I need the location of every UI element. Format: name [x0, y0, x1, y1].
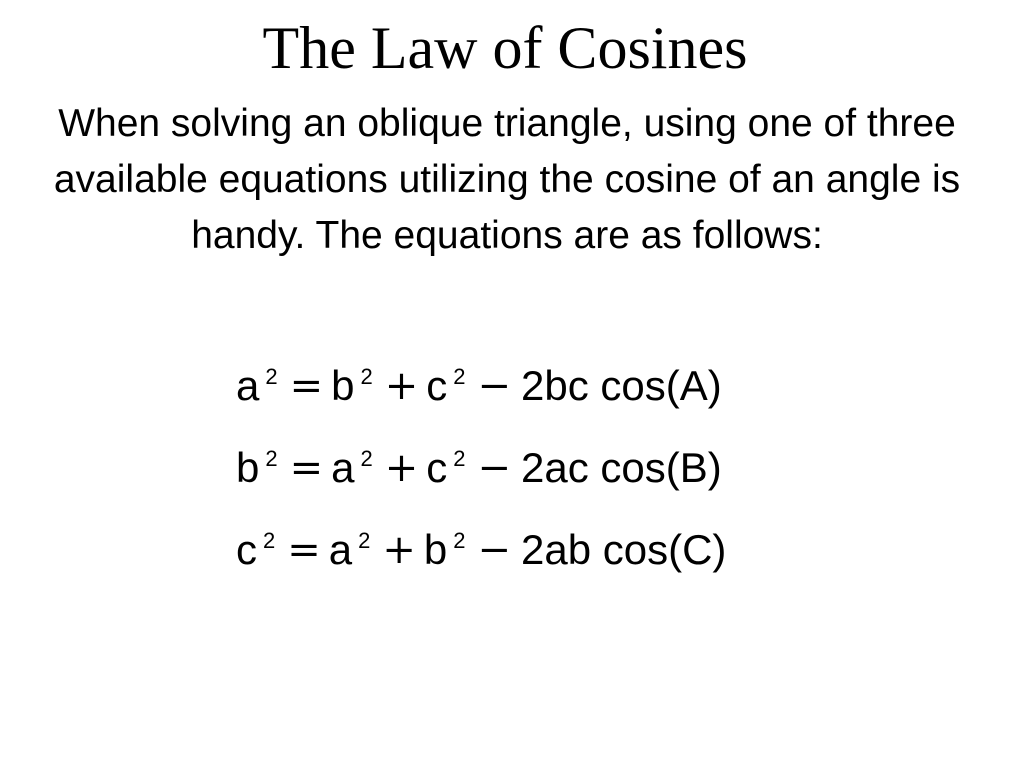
cosine-term: 2ab cos(C): [521, 526, 727, 573]
plus-sign: +: [384, 445, 419, 491]
lhs-variable: b: [236, 444, 260, 491]
minus-sign: −: [477, 445, 512, 491]
plus-sign: +: [384, 363, 419, 409]
slide-title: The Law of Cosines: [262, 15, 748, 81]
plus-sign: +: [382, 527, 416, 573]
term-1-exponent: 2: [358, 528, 371, 553]
term-2-variable: c: [426, 362, 448, 409]
equals-sign: =: [289, 445, 324, 491]
equation-lhs: [236, 358, 278, 414]
equation-term-2: [424, 522, 466, 578]
equation-term-1: [329, 522, 371, 578]
equation-list: [236, 358, 796, 604]
equals-sign: =: [287, 527, 321, 573]
equation-row: [236, 358, 796, 440]
term-1-variable: a: [331, 444, 355, 491]
term-2-variable: b: [423, 526, 448, 573]
minus-sign: −: [477, 527, 512, 573]
lhs-exponent: 2: [263, 528, 276, 553]
equation-term-1: [331, 440, 373, 496]
term-2-exponent: 2: [453, 446, 466, 471]
equation-row: [236, 522, 796, 604]
term-2-exponent: 2: [453, 528, 466, 553]
term-1-exponent: 2: [360, 446, 373, 471]
equation-lhs: [236, 440, 278, 496]
equation-row: [236, 440, 796, 522]
lhs-variable: a: [236, 362, 260, 409]
lhs-variable: c: [236, 526, 257, 573]
lhs-exponent: 2: [265, 364, 278, 389]
lhs-exponent: 2: [265, 446, 278, 471]
term-1-variable: a: [328, 526, 353, 573]
term-1-variable: b: [331, 362, 355, 409]
equation-term-2: [426, 358, 465, 414]
term-1-exponent: 2: [360, 364, 373, 389]
equals-sign: =: [289, 363, 324, 409]
minus-sign: −: [477, 363, 512, 409]
term-2-exponent: 2: [453, 364, 466, 389]
equation-lhs: [236, 522, 275, 578]
slide-body-text: When solving an oblique triangle, using one of three available equations utilizing the cosine of an angle is handy. The equations are as follows:: [53, 102, 961, 257]
cosine-term: 2ac cos(B): [521, 444, 722, 491]
equation-term-2: [426, 440, 465, 496]
equation-term-1: [331, 358, 373, 414]
cosine-term: 2bc cos(A): [521, 362, 722, 409]
term-2-variable: c: [426, 444, 448, 491]
